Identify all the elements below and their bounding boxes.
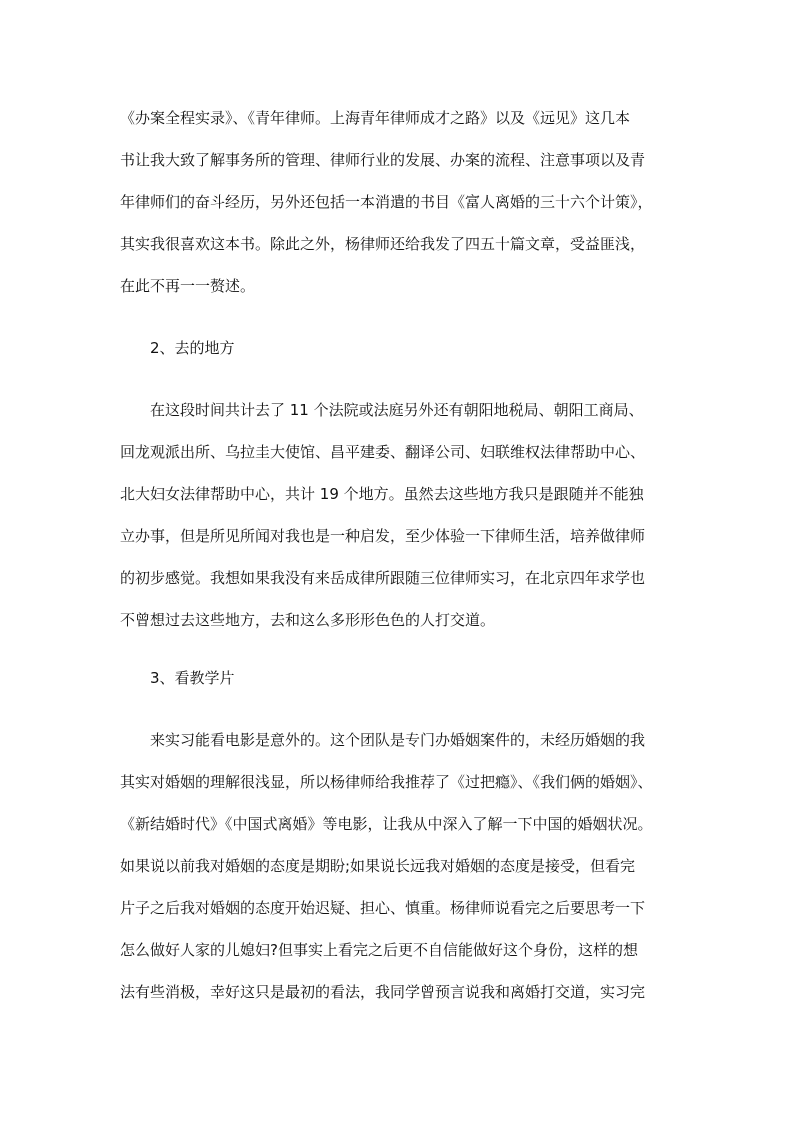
paragraph-2-line: 回龙观派出所、乌拉圭大使馆、昌平建委、翻译公司、妇联维权法律帮助中心、 [120, 443, 646, 461]
paragraph-2-line: 在这段时间共计去了 11 个法院或法庭另外还有朝阳地税局、朝阳工商局、 [150, 401, 644, 419]
paragraph-3-line: 片子之后我对婚姻的态度开始迟疑、担心、慎重。杨律师说看完之后要思考一下 [120, 899, 646, 917]
paragraph-1-line: 《办案全程实录》、《青年律师。上海青年律师成才之路》以及《远见》这几本 [120, 109, 631, 127]
paragraph-2-line: 立办事，但是所见所闻对我也是一种启发，至少体验一下律师生活，培养做律师 [120, 527, 646, 545]
paragraph-2-line: 的初步感觉。我想如果我没有来岳成律所跟随三位律师实习，在北京四年求学也 [120, 569, 646, 587]
paragraph-1-line: 书让我大致了解事务所的管理、律师行业的发展、办案的流程、注意事项以及青 [120, 151, 646, 169]
paragraph-3-line: 怎么做好人家的儿媳妇?但事实上看完之后更不自信能做好这个身份，这样的想 [120, 941, 638, 959]
paragraph-1-line: 其实我很喜欢这本书。除此之外，杨律师还给我发了四五十篇文章，受益匪浅， [120, 235, 646, 253]
section-heading-places: 2、去的地方 [150, 339, 235, 357]
paragraph-2-line: 不曾想过去这些地方，去和这么多形形色色的人打交道。 [120, 611, 496, 629]
paragraph-3-line: 《新结婚时代》《中国式离婚》等电影，让我从中深入了解一下中国的婚姻状况。 [120, 815, 653, 833]
paragraph-1-line: 在此不再一一赘述。 [120, 277, 256, 295]
paragraph-1-line: 年律师们的奋斗经历，另外还包括一本消遣的书目《富人离婚的三十六个计策》， [120, 193, 653, 211]
paragraph-3-line: 法有些消极，幸好这只是最初的看法，我同学曾预言说我和离婚打交道，实习完 [120, 983, 646, 1001]
paragraph-3-line: 来实习能看电影是意外的。这个团队是专门办婚姻案件的，未经历婚姻的我 [150, 731, 646, 749]
paragraph-2-line: 北大妇女法律帮助中心，共计 19 个地方。虽然去这些地方我只是跟随并不能独 [120, 485, 644, 503]
section-heading-films: 3、看教学片 [150, 669, 235, 687]
paragraph-3-line: 如果说以前我对婚姻的态度是期盼;如果说长远我对婚姻的态度是接受，但看完 [120, 857, 636, 875]
paragraph-3-line: 其实对婚姻的理解很浅显，所以杨律师给我推荐了《过把瘾》、《我们俩的婚姻》、 [120, 773, 653, 791]
